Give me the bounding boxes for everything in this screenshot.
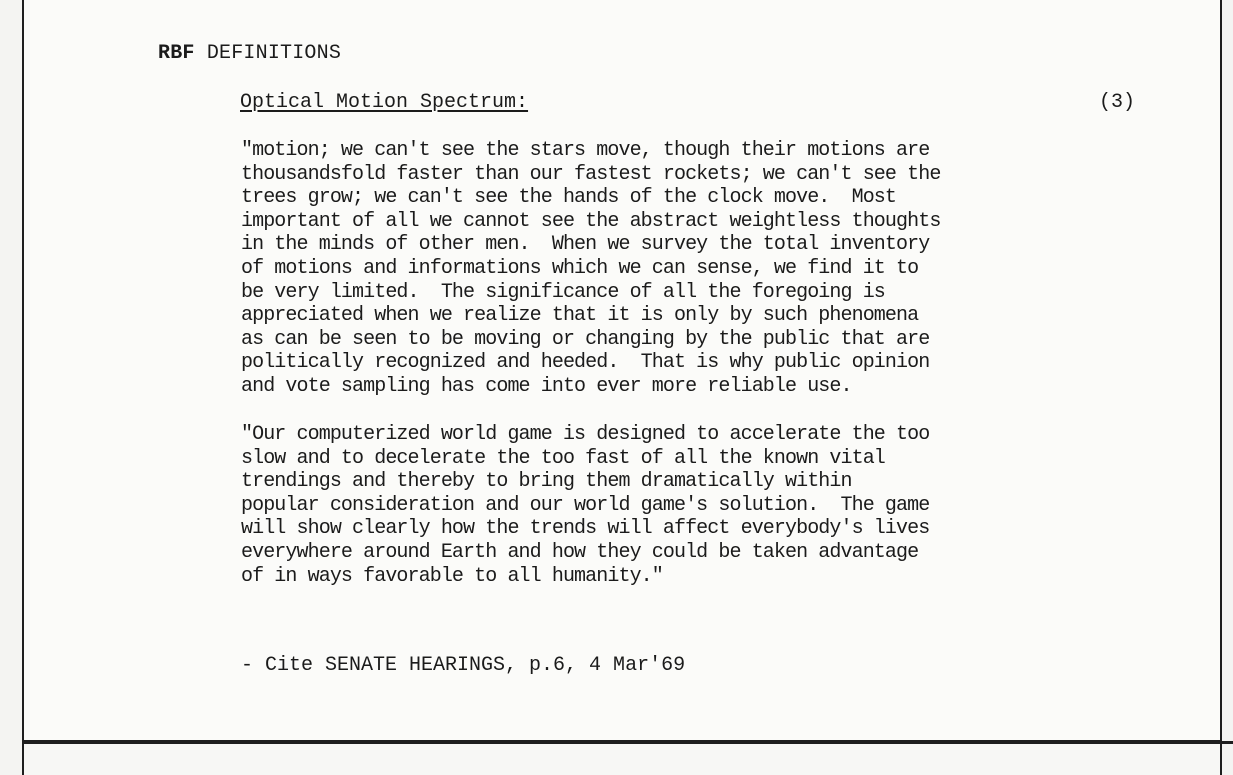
paragraph-line: of motions and informations which we can sense, we find it to bbox=[241, 256, 919, 280]
paragraph-line: be very limited. The significance of all the foregoing is bbox=[241, 280, 885, 304]
paragraph-line: trees grow; we can't see the hands of the clock move. Most bbox=[241, 186, 897, 210]
paragraph-line: as can be seen to be moving or changing by the public that are bbox=[241, 327, 930, 351]
page-number: (3) bbox=[1099, 91, 1136, 114]
paragraph-line: appreciated when we realize that it is only by such phenomena bbox=[241, 304, 919, 328]
paragraph-line: in the minds of other men. When we survey the total inventory bbox=[241, 233, 930, 257]
paragraph-line: of in ways favorable to all humanity." bbox=[241, 564, 663, 588]
header-code: RBF bbox=[158, 42, 195, 65]
header-title: DEFINITIONS bbox=[206, 42, 342, 65]
paragraph-line: "Our computerized world game is designed to accelerate the too bbox=[241, 423, 930, 446]
citation: - Cite SENATE HEARINGS, p.6, 4 Mar'69 bbox=[241, 654, 686, 677]
paragraph-line: politically recognized and heeded. That is why public opinion bbox=[241, 351, 930, 375]
document-header bbox=[158, 42, 341, 65]
next-page-strip bbox=[22, 744, 1222, 775]
section-title: Optical Motion Spectrum: bbox=[240, 91, 529, 114]
paragraph-line: trendings and thereby to bring them dramatically within bbox=[241, 470, 852, 494]
paragraph-line: thousandsfold faster than our fastest rockets; we can't see the bbox=[241, 162, 941, 186]
paragraph-line: "motion; we can't see the stars move, though their motions are bbox=[241, 139, 930, 162]
quote-paragraph-2 bbox=[241, 423, 1141, 588]
paragraph-line: important of all we cannot see the abstract weightless thoughts bbox=[241, 209, 941, 233]
quote-paragraph-1 bbox=[241, 139, 1141, 399]
paragraph-line: and vote sampling has come into ever more reliable use. bbox=[241, 374, 852, 398]
paragraph-line: will show clearly how the trends will affect everybody's lives bbox=[241, 517, 930, 541]
paragraph-line: everywhere around Earth and how they could be taken advantage bbox=[241, 540, 919, 564]
paragraph-line: slow and to decelerate the too fast of all the known vital bbox=[241, 446, 885, 470]
paragraph-line: popular consideration and our world game's solution. The game bbox=[241, 493, 930, 517]
